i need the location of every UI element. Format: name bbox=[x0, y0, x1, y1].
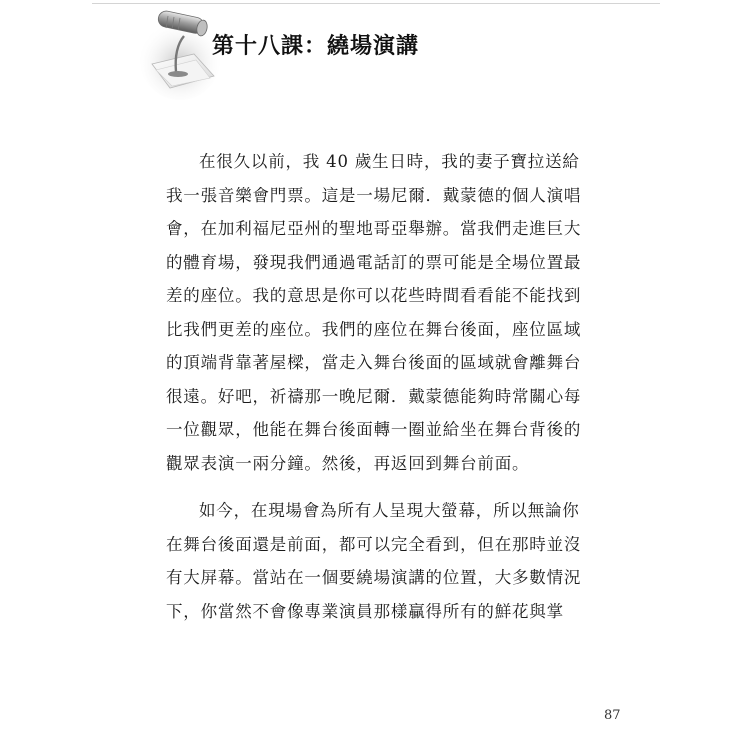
paragraph: 如今，在現場會為所有人呈現大螢幕，所以無論你在舞台後面還是前面，都可以完全看到，但在那時並沒有大屏幕。當站在一個要繞場演講的位置，大多數情況下，你當然不會像專業演員那樣贏得所有的鮮花與掌 bbox=[166, 501, 582, 621]
paragraph: 在很久以前，我 40 歲生日時，我的妻子寶拉送給我一張音樂會門票。這是一場尼爾．戴蒙德的個人演唱會，在加利福尼亞州的聖地哥亞舉辦。當我們走進巨大的體育場，發現我們通過電話訂的票可能是全場位置最差的座位。我的意思是你可以花些時間看看能不能找到比我們更差的座位。我們的座位在舞台後面，座位區域的頂端背靠著屋樑，當走入舞台後面的區域就會離舞台很遠。好吧，祈禱那一晚尼爾．戴蒙德能夠時常關心每一位觀眾，他能在舞台後面轉一圈並給坐在舞台背後的觀眾表演一兩分鐘。然後，再返回到舞台前面。 bbox=[166, 152, 582, 473]
page-number: 87 bbox=[604, 708, 621, 723]
body-text bbox=[166, 145, 586, 642]
header-rule bbox=[92, 3, 660, 4]
chapter-title: 第十八課：繞場演講 bbox=[212, 34, 420, 59]
microphone-icon bbox=[140, 8, 220, 100]
